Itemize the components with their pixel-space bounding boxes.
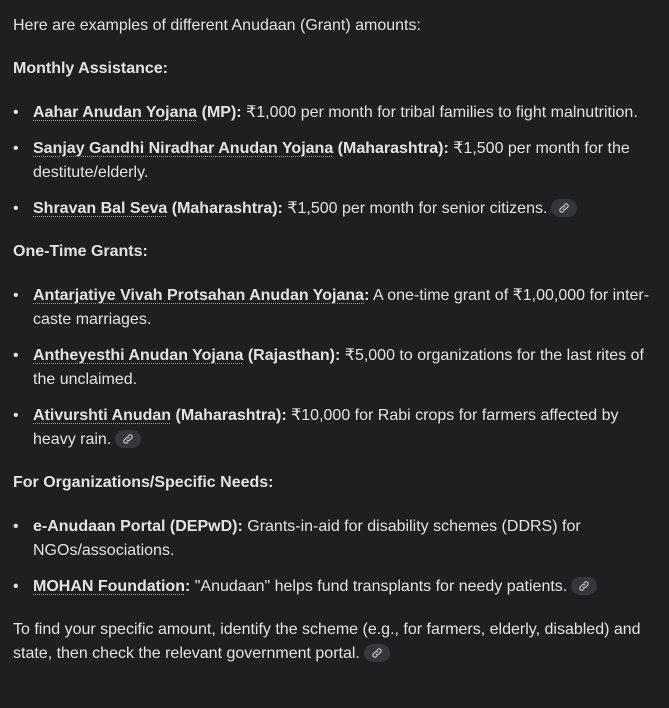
list-item — [13, 404, 655, 452]
scheme-link[interactable]: Antarjatiye Vivah Protsahan Anudan Yojana — [33, 287, 365, 304]
bullet: • — [13, 200, 19, 217]
list-item — [13, 101, 655, 125]
scheme-suffix: (Rajasthan): — [243, 347, 341, 364]
scheme-suffix: (Maharashtra): — [171, 407, 287, 424]
scheme-description: ₹5,000 to organizations for the last rites of the unclaimed. — [33, 347, 644, 388]
bullet: • — [13, 287, 19, 304]
scheme-description: ₹1,500 per month for the destitute/elderly. — [33, 140, 630, 181]
bullet: • — [13, 518, 19, 535]
bullet: • — [13, 407, 19, 424]
list-item — [13, 515, 655, 563]
scheme-link[interactable]: Shravan Bal Seva — [33, 200, 168, 217]
scheme-description: A one-time grant of ₹1,00,000 for inter-caste marriages. — [33, 287, 650, 328]
intro-text: Here are examples of different Anudaan (Grant) amounts: — [13, 17, 421, 34]
list-item — [13, 137, 655, 185]
footer-text — [13, 618, 655, 666]
list-one-time — [13, 284, 655, 452]
scheme-link[interactable]: Aahar Anudan Yojana — [33, 104, 198, 121]
section-heading-organizations: For Organizations/Specific Needs: — [13, 474, 274, 491]
list-item — [13, 284, 655, 332]
scheme-link[interactable]: MOHAN Foundation — [33, 578, 185, 595]
scheme-description: ₹10,000 for Rabi crops for farmers affected by heavy rain. — [33, 407, 619, 448]
footer-sentence: To find your specific amount, identify the scheme (e.g., for farmers, elderly, disabled) and state, then check the relevant government portal. — [13, 621, 641, 662]
scheme-description: ₹1,000 per month for tribal families to fight malnutrition. — [241, 104, 638, 121]
list-item — [13, 344, 655, 392]
section-heading-monthly: Monthly Assistance: — [13, 60, 168, 77]
list-item — [13, 197, 655, 221]
list-item — [13, 575, 655, 599]
scheme-link[interactable]: Ativurshti Anudan — [33, 407, 172, 424]
scheme-suffix: (Maharashtra): — [167, 200, 283, 217]
scheme-link[interactable]: Antheyesthi Anudan Yojana — [33, 347, 244, 364]
scheme-name: e-Anudaan Portal (DEPwD): — [33, 518, 243, 535]
list-organizations — [13, 515, 655, 599]
scheme-suffix: (Maharashtra): — [333, 140, 449, 157]
link-icon — [371, 647, 383, 659]
scheme-suffix: : — [184, 578, 191, 595]
section-heading-one-time: One-Time Grants: — [13, 243, 148, 260]
bullet: • — [13, 140, 19, 157]
scheme-description: Grants-in-aid for disability schemes (DDRS) for NGOs/associations. — [33, 518, 581, 559]
source-chip[interactable] — [551, 199, 577, 217]
scheme-description: ₹1,500 per month for senior citizens. — [282, 200, 548, 217]
bullet: • — [13, 578, 19, 595]
source-chip[interactable] — [571, 577, 597, 595]
scheme-link[interactable]: Sanjay Gandhi Niradhar Anudan Yojana — [33, 140, 334, 157]
link-icon — [558, 202, 570, 214]
scheme-suffix: (MP): — [197, 104, 242, 121]
link-icon — [122, 433, 134, 445]
bullet: • — [13, 347, 19, 364]
list-monthly — [13, 101, 655, 221]
scheme-description: "Anudaan" helps fund transplants for needy patients. — [190, 578, 568, 595]
scheme-suffix: : — [364, 287, 370, 304]
source-chip[interactable] — [115, 430, 141, 448]
bullet: • — [13, 104, 19, 121]
link-icon — [578, 580, 590, 592]
source-chip[interactable] — [364, 644, 390, 662]
